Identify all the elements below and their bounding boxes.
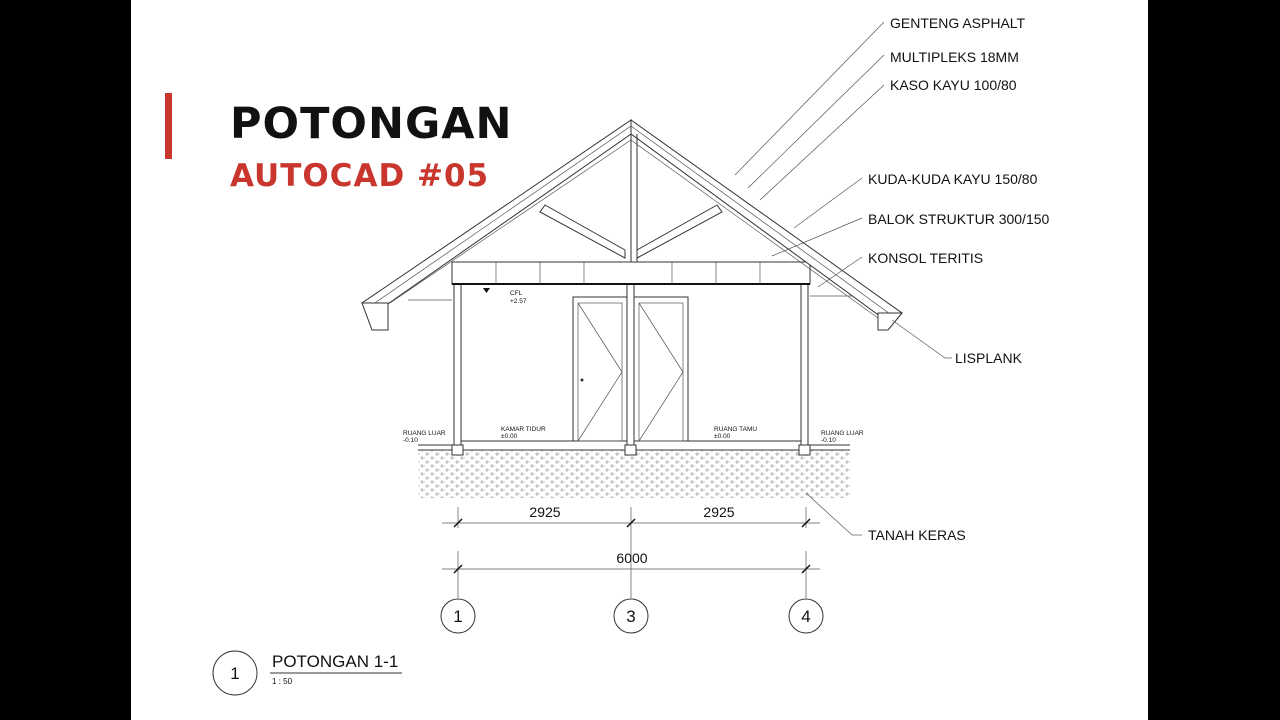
annotation-kuda-kuda: KUDA-KUDA KAYU 150/80 xyxy=(868,171,1038,187)
annotation-tanah: TANAH KERAS xyxy=(868,527,966,543)
ceiling-label: CFL xyxy=(510,290,523,297)
room-name-outside-left: RUANG LUAR xyxy=(403,430,446,437)
drawing-scale: 1 : 50 xyxy=(272,677,293,686)
dimension-span-a: 2925 xyxy=(529,504,561,520)
annotation-lisplank: LISPLANK xyxy=(955,350,1022,366)
page-title: POTONGAN xyxy=(230,99,513,149)
drawing-number: 1 xyxy=(230,664,240,683)
room-level-outside-right: -0.10 xyxy=(821,437,836,444)
ceiling-level-marker xyxy=(483,288,490,293)
dimension-total: 6000 xyxy=(616,550,648,566)
annotation-genteng: GENTENG ASPHALT xyxy=(890,15,1026,31)
room-name-outside-right: RUANG LUAR xyxy=(821,430,864,437)
page-subtitle: AUTOCAD #05 xyxy=(230,158,490,194)
room-level-outside-left: -0.10 xyxy=(403,437,418,444)
grid-axis-label-1: 1 xyxy=(453,607,463,626)
annotation-balok: BALOK STRUKTUR 300/150 xyxy=(868,211,1050,227)
annotation-kaso: KASO KAYU 100/80 xyxy=(890,77,1017,93)
ceiling-beam xyxy=(452,262,810,284)
room-level-bedroom: ±0.00 xyxy=(501,433,518,440)
grid-axis-label-3: 3 xyxy=(626,607,636,626)
drawing-title: POTONGAN 1-1 xyxy=(272,652,399,671)
room-level-living: ±0.00 xyxy=(714,433,731,440)
annotation-konsol: KONSOL TERITIS xyxy=(868,250,984,266)
ceiling-level: +2.57 xyxy=(510,298,527,305)
grid-axis-label-4: 4 xyxy=(801,607,811,626)
dimension-span-b: 2925 xyxy=(703,504,735,520)
room-name-living: RUANG TAMU xyxy=(714,426,758,433)
room-name-bedroom: KAMAR TIDUR xyxy=(501,426,546,433)
annotation-multipleks: MULTIPLEKS 18MM xyxy=(890,49,1019,65)
